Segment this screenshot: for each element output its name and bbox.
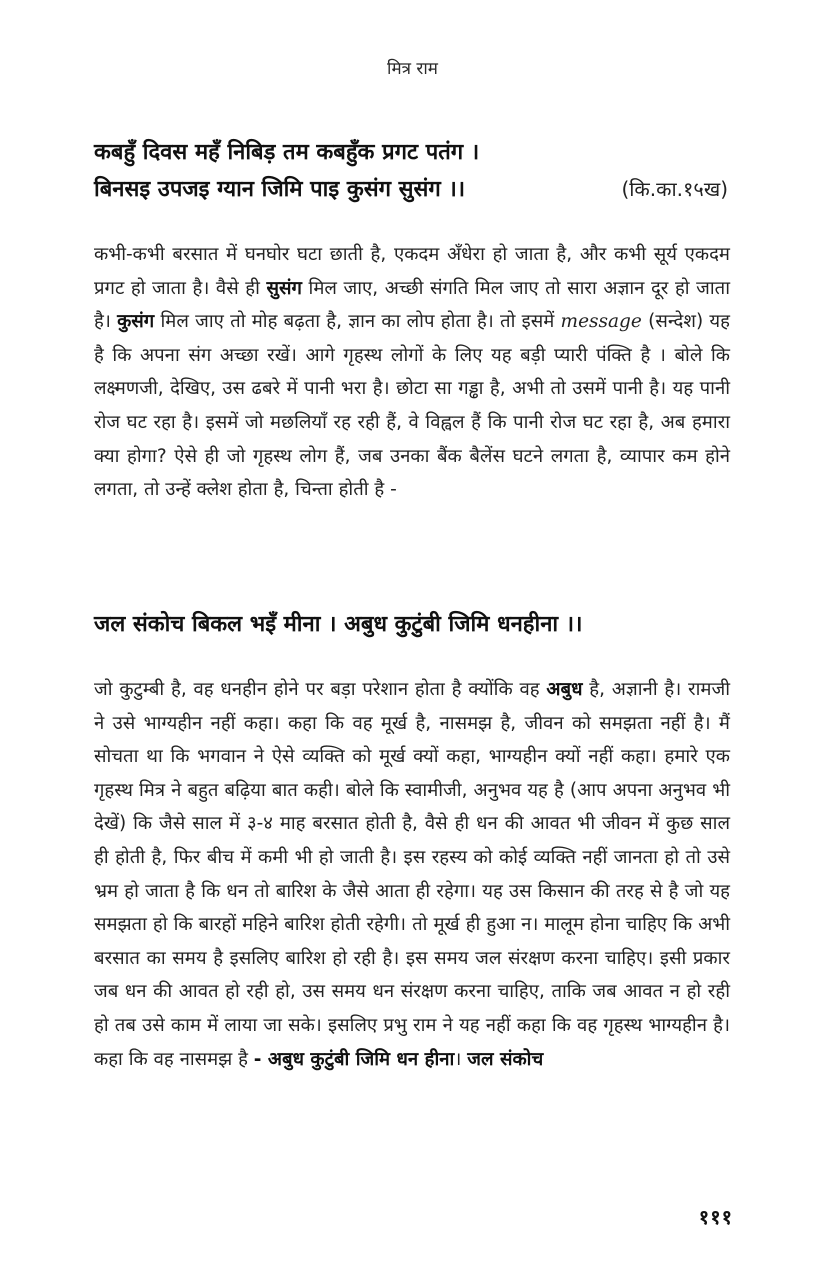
text-run: जो कुटुम्बी है, वह धनहीन होने पर बड़ा परेशान होता है क्योंकि वह [94, 679, 547, 700]
text-run: । [454, 1048, 468, 1070]
bold-quote: - अबुध कुटुंबी जिमि धन हीना [253, 1048, 455, 1070]
verse-line [94, 606, 734, 643]
verse-line-1 [94, 134, 734, 171]
bold-term-abudh: अबुध [546, 679, 583, 700]
text-run: मिल जाए, अच्छी संगति मिल जाए तो सारा अज्ञान दूर हो जाता है। [94, 277, 731, 333]
text-run: मिल जाए तो मोह बढ़ता है, ज्ञान का लोप होता है। तो इसमें [154, 311, 561, 333]
verse-text: कबहुँ दिवस महँ निबिड़ तम कबहुँक प्रगट पतंग । [94, 140, 480, 165]
text-run: है, अज्ञानी है। रामजी ने उसे भाग्यहीन नहीं कहा। कहा कि वह मूर्ख है, नासमझ है, जीवन को समझता नहीं है। मैं सोचता था कि भगवान ने ऐसे व्यक्ति को मूर्ख क्यों कहा, भाग्यहीन क्यों नहीं कहा। हमारे एक गृहस्थ मित्र ने बहुत बढ़िया बात कही। बोले कि स्वामीजी, अनुभव यह है (आप अपना अनुभव भी देखें) कि जैसे साल में ३-४ माह बरसात होती है, वैसे ही धन की आवत भी जीवन में कुछ साल ही होती है, फिर बीच में कमी भी हो जाती है। इस रहस्य को कोई व्यक्ति नहीं जानता हो तो उसे भ्रम हो जाता है कि धन तो बारिश के जैसे आता ही रहेगा। यह उस किसान की तरह से है जो यह समझता हो कि बारहों महिने बारिश होती रहेगी। तो मूर्ख ही हुआ न। मालूम होना चाहिए कि अभी बरसात का समय है इसलिए बारिश हो रही है। इस समय जल संरक्षण करना चाहिए। इसी प्रकार जब धन की आवत हो रही हो, उस समय धन संरक्षण करना चाहिए, ताकि जब आवत न हो रही हो तब उसे काम में लाया जा सके। इसलिए प्रभु राम ने यह नहीं कहा कि वह गृहस्थ भाग्यहीन है। कहा कि वह नासमझ है [94, 679, 730, 1070]
verse-couplet-2 [94, 606, 734, 643]
text-run: कभी-कभी बरसात में घनघोर घटा छाती है, एकदम अँधेरा हो जाता है, और कभी सूर्य एकदम प्रगट हो जाता है। वैसे ही [94, 244, 730, 299]
english-word: message [560, 311, 642, 333]
paragraph-text [94, 673, 730, 1076]
bold-term-kusang: कुसंग [117, 311, 155, 333]
verse-line-2 [94, 171, 734, 208]
page-number: १११ [698, 1205, 733, 1229]
paragraph-1 [94, 238, 730, 507]
verse-reference: (कि.का.१५ख) [621, 177, 728, 201]
bold-term-susang: सुसंग [266, 277, 302, 299]
verse-text: बिनसइ उपजइ ग्यान जिमि पाइ कुसंग सुसंग ।। [94, 177, 466, 202]
verse-text: जल संकोच बिकल भइँ मीना । अबुध कुटुंबी जिमि धनहीना ।। [94, 612, 583, 637]
text-run: (सन्देश) यह है कि अपना संग अच्छा रखें। आगे गृहस्थ लोगों के लिए यह बड़ी प्यारी पंक्ति है । बोले कि लक्ष्मणजी, देखिए, उस ढबरे में पानी भरा है। छोटा सा गड्ढा है, अभी तो उसमें पानी है। यह पानी रोज घट रहा है। इसमें जो मछलियाँ रह रही हैं, वे विह्वल हैं कि पानी रोज घट रहा है, अब हमारा क्या होगा? ऐसे ही जो गृहस्थ लोग हैं, जब उनका बैंक बैलेंस घटने लगता है, व्यापार कम होने लगता, तो उन्हें क्लेश होता है, चिन्ता होती है - [94, 311, 730, 501]
paragraph-2 [94, 673, 730, 1076]
bold-continuation: जल संकोच [467, 1048, 544, 1070]
verse-couplet-1 [94, 134, 734, 208]
paragraph-text [94, 238, 730, 507]
running-head: मित्र राम [387, 59, 438, 79]
